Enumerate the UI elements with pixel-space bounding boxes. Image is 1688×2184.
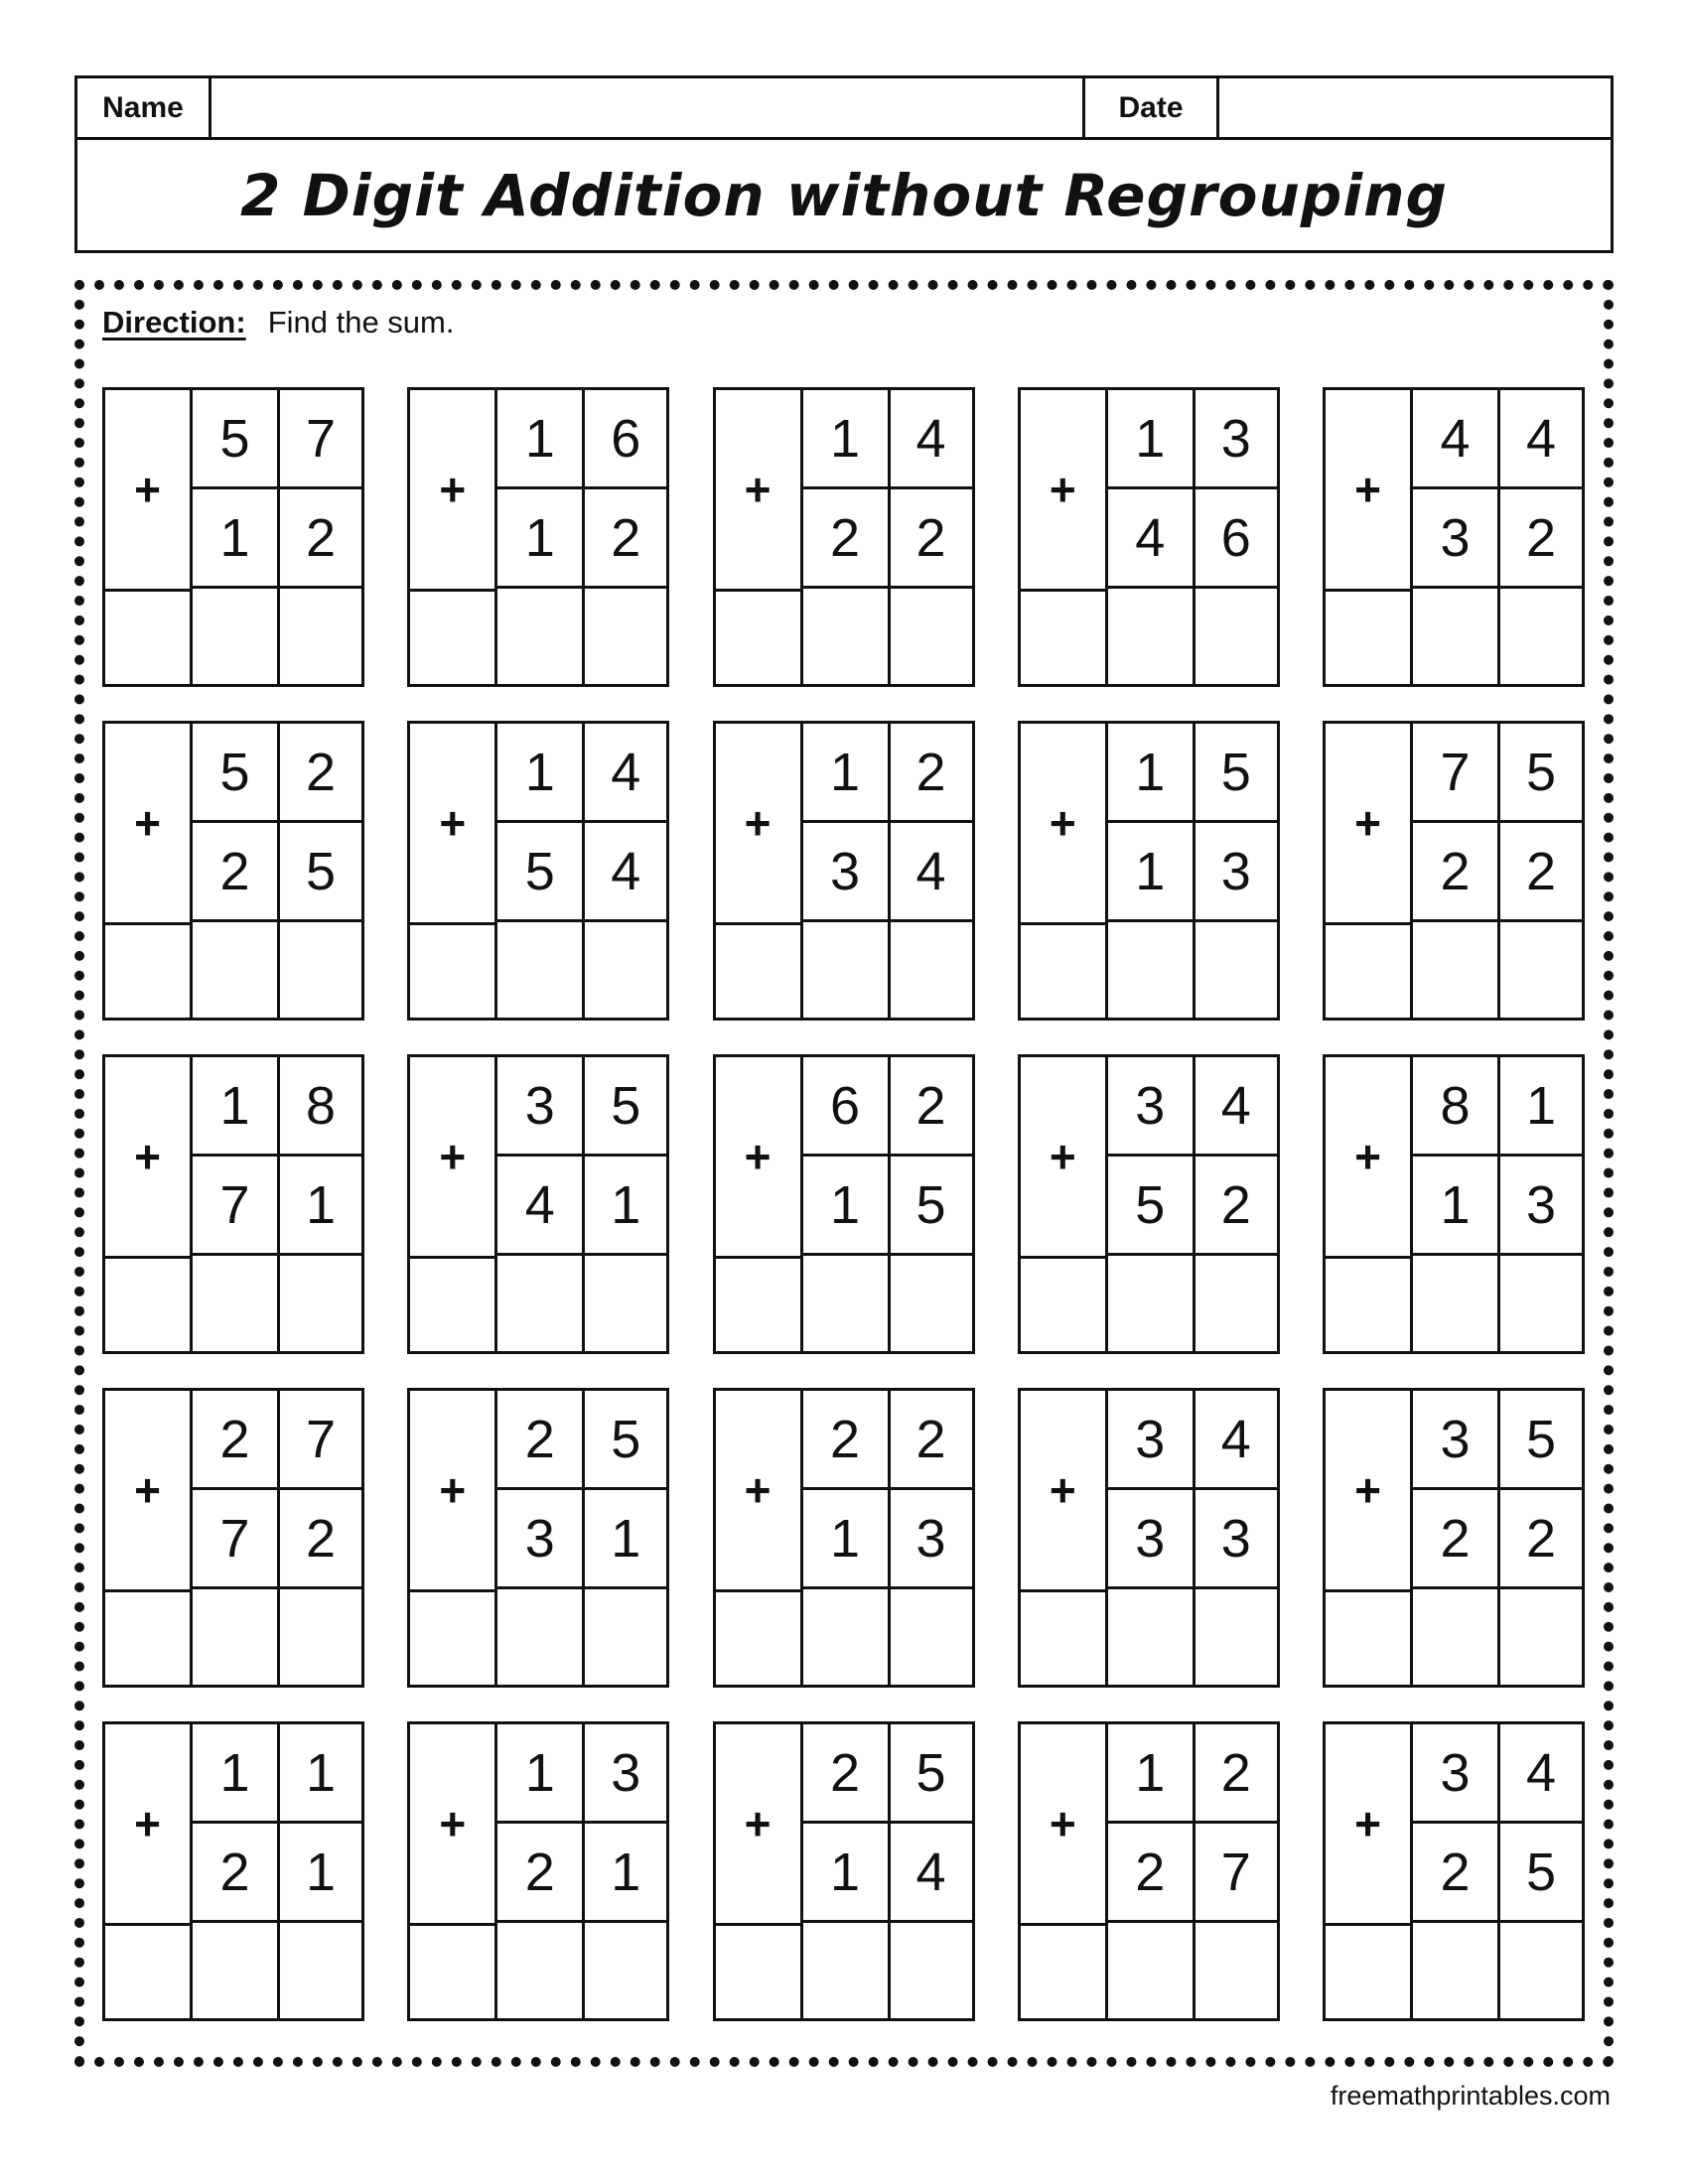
answer-ones-box[interactable] [891, 1923, 972, 2018]
answer-ones-box[interactable] [585, 1256, 666, 1351]
direction-label: Direction: [102, 305, 246, 340]
answer-tens-box[interactable] [803, 1256, 891, 1351]
top-tens-digit: 8 [1413, 1057, 1500, 1157]
bottom-ones-digit: 5 [280, 823, 361, 922]
answer-tens-box[interactable] [1413, 1923, 1500, 2018]
top-tens-digit: 1 [193, 1057, 280, 1157]
top-tens-digit: 1 [1108, 390, 1196, 489]
answer-hundreds-box[interactable] [105, 922, 193, 1018]
addition-problem [407, 1388, 669, 1688]
answer-tens-box[interactable] [193, 1256, 280, 1351]
answer-ones-box[interactable] [1196, 1256, 1277, 1351]
bottom-tens-digit: 2 [803, 489, 891, 589]
bottom-tens-digit: 1 [803, 1824, 891, 1923]
top-ones-digit: 3 [585, 1724, 666, 1824]
answer-hundreds-box[interactable] [1021, 1923, 1108, 2018]
top-ones-digit: 4 [1196, 1391, 1277, 1490]
top-ones-digit: 1 [1500, 1057, 1582, 1157]
date-field[interactable] [1219, 78, 1611, 137]
top-tens-digit: 2 [803, 1724, 891, 1824]
plus-sign: + [410, 1391, 497, 1589]
answer-ones-box[interactable] [1196, 1923, 1277, 2018]
answer-ones-box[interactable] [585, 589, 666, 684]
addition-problem [102, 1721, 364, 2021]
addition-problem [102, 1054, 364, 1354]
answer-hundreds-box[interactable] [105, 1589, 193, 1685]
answer-hundreds-box[interactable] [1021, 589, 1108, 684]
answer-hundreds-box[interactable] [1021, 922, 1108, 1018]
answer-ones-box[interactable] [1500, 1589, 1582, 1685]
bottom-tens-digit: 2 [193, 823, 280, 922]
answer-ones-box[interactable] [280, 1589, 361, 1685]
bottom-ones-digit: 4 [891, 1824, 972, 1923]
top-ones-digit: 2 [891, 1057, 972, 1157]
addition-problem [1018, 1054, 1280, 1354]
answer-tens-box[interactable] [1413, 589, 1500, 684]
top-ones-digit: 5 [1500, 724, 1582, 823]
answer-ones-box[interactable] [891, 922, 972, 1018]
top-ones-digit: 2 [280, 724, 361, 823]
plus-sign: + [716, 1057, 803, 1256]
answer-hundreds-box[interactable] [1326, 589, 1413, 684]
answer-ones-box[interactable] [1196, 922, 1277, 1018]
top-tens-digit: 3 [1413, 1391, 1500, 1490]
addition-problem [407, 387, 669, 687]
plus-sign: + [1021, 1057, 1108, 1256]
plus-sign: + [716, 1391, 803, 1589]
plus-sign: + [410, 390, 497, 589]
addition-problem [1323, 1388, 1585, 1688]
bottom-tens-digit: 2 [1413, 1824, 1500, 1923]
plus-sign: + [1326, 1057, 1413, 1256]
top-tens-digit: 2 [803, 1391, 891, 1490]
answer-tens-box[interactable] [193, 922, 280, 1018]
answer-tens-box[interactable] [803, 1923, 891, 2018]
bottom-ones-digit: 1 [585, 1157, 666, 1256]
bottom-tens-digit: 5 [497, 823, 585, 922]
answer-hundreds-box[interactable] [410, 1589, 497, 1685]
answer-hundreds-box[interactable] [105, 1923, 193, 2018]
answer-tens-box[interactable] [497, 589, 585, 684]
plus-sign: + [1021, 390, 1108, 589]
bottom-ones-digit: 1 [280, 1157, 361, 1256]
bottom-ones-digit: 2 [280, 1490, 361, 1589]
addition-problem [1323, 1054, 1585, 1354]
bottom-ones-digit: 4 [585, 823, 666, 922]
bottom-tens-digit: 2 [1108, 1824, 1196, 1923]
bottom-ones-digit: 2 [280, 489, 361, 589]
bottom-ones-digit: 2 [1196, 1157, 1277, 1256]
plus-sign: + [1021, 1724, 1108, 1923]
answer-tens-box[interactable] [497, 1923, 585, 2018]
addition-problem [407, 1054, 669, 1354]
answer-hundreds-box[interactable] [410, 1923, 497, 2018]
answer-ones-box[interactable] [891, 1256, 972, 1351]
top-tens-digit: 1 [1108, 724, 1196, 823]
addition-problem [102, 721, 364, 1021]
plus-sign: + [716, 724, 803, 922]
top-ones-digit: 8 [280, 1057, 361, 1157]
top-tens-digit: 3 [1413, 1724, 1500, 1824]
bottom-tens-digit: 3 [1413, 489, 1500, 589]
top-ones-digit: 5 [1196, 724, 1277, 823]
answer-tens-box[interactable] [193, 1923, 280, 2018]
top-tens-digit: 3 [1108, 1391, 1196, 1490]
answer-ones-box[interactable] [585, 922, 666, 1018]
bottom-ones-digit: 1 [585, 1490, 666, 1589]
answer-ones-box[interactable] [585, 1923, 666, 2018]
answer-tens-box[interactable] [497, 922, 585, 1018]
bottom-tens-digit: 1 [497, 489, 585, 589]
bottom-tens-digit: 3 [803, 823, 891, 922]
top-tens-digit: 1 [497, 1724, 585, 1824]
answer-hundreds-box[interactable] [1326, 922, 1413, 1018]
bottom-ones-digit: 2 [585, 489, 666, 589]
answer-ones-box[interactable] [1196, 1589, 1277, 1685]
plus-sign: + [1326, 390, 1413, 589]
top-ones-digit: 2 [891, 1391, 972, 1490]
top-ones-digit: 2 [1196, 1724, 1277, 1824]
answer-ones-box[interactable] [891, 1589, 972, 1685]
top-ones-digit: 5 [585, 1057, 666, 1157]
answer-tens-box[interactable] [1413, 922, 1500, 1018]
bottom-tens-digit: 7 [193, 1157, 280, 1256]
addition-problem [1018, 387, 1280, 687]
bottom-tens-digit: 2 [1413, 1490, 1500, 1589]
top-tens-digit: 5 [193, 390, 280, 489]
bottom-ones-digit: 3 [1196, 823, 1277, 922]
bottom-tens-digit: 1 [193, 489, 280, 589]
date-label: Date [1085, 78, 1219, 137]
top-tens-digit: 5 [193, 724, 280, 823]
name-date-row [77, 78, 1611, 140]
bottom-ones-digit: 7 [1196, 1824, 1277, 1923]
plus-sign: + [1326, 724, 1413, 922]
bottom-ones-digit: 6 [1196, 489, 1277, 589]
answer-tens-box[interactable] [1108, 922, 1196, 1018]
answer-ones-box[interactable] [1500, 1256, 1582, 1351]
top-ones-digit: 1 [280, 1724, 361, 1824]
bottom-tens-digit: 2 [497, 1824, 585, 1923]
answer-tens-box[interactable] [803, 922, 891, 1018]
footer-source: freemathprintables.com [1330, 2081, 1611, 2111]
problem-grid [102, 387, 1585, 2021]
answer-tens-box[interactable] [497, 1589, 585, 1685]
bottom-tens-digit: 4 [497, 1157, 585, 1256]
bottom-tens-digit: 1 [1108, 823, 1196, 922]
top-tens-digit: 1 [803, 724, 891, 823]
answer-hundreds-box[interactable] [716, 1923, 803, 2018]
answer-tens-box[interactable] [803, 1589, 891, 1685]
answer-hundreds-box[interactable] [716, 1589, 803, 1685]
answer-hundreds-box[interactable] [410, 589, 497, 684]
direction [102, 305, 455, 341]
bottom-tens-digit: 7 [193, 1490, 280, 1589]
top-tens-digit: 7 [1413, 724, 1500, 823]
bottom-ones-digit: 3 [891, 1490, 972, 1589]
top-ones-digit: 4 [1500, 1724, 1582, 1824]
bottom-ones-digit: 1 [585, 1824, 666, 1923]
answer-hundreds-box[interactable] [1326, 1923, 1413, 2018]
top-ones-digit: 4 [1500, 390, 1582, 489]
addition-problem [102, 1388, 364, 1688]
answer-ones-box[interactable] [280, 922, 361, 1018]
answer-tens-box[interactable] [1413, 1589, 1500, 1685]
worksheet-title: 2 Digit Addition without Regrouping [240, 161, 1448, 229]
bottom-ones-digit: 2 [1500, 823, 1582, 922]
bottom-ones-digit: 5 [1500, 1824, 1582, 1923]
bottom-ones-digit: 2 [1500, 489, 1582, 589]
name-field[interactable] [211, 78, 1085, 137]
addition-problem [102, 387, 364, 687]
bottom-tens-digit: 5 [1108, 1157, 1196, 1256]
direction-text: Find the sum. [267, 305, 455, 340]
top-ones-digit: 7 [280, 1391, 361, 1490]
bottom-ones-digit: 2 [891, 489, 972, 589]
answer-tens-box[interactable] [1108, 1923, 1196, 2018]
top-tens-digit: 1 [1108, 1724, 1196, 1824]
addition-problem [713, 387, 975, 687]
plus-sign: + [716, 1724, 803, 1923]
answer-ones-box[interactable] [1500, 922, 1582, 1018]
bottom-tens-digit: 1 [803, 1490, 891, 1589]
plus-sign: + [1021, 1391, 1108, 1589]
addition-problem [1323, 387, 1585, 687]
top-tens-digit: 1 [803, 390, 891, 489]
name-label: Name [77, 78, 211, 137]
bottom-ones-digit: 2 [1500, 1490, 1582, 1589]
answer-hundreds-box[interactable] [1326, 1256, 1413, 1351]
plus-sign: + [1021, 724, 1108, 922]
answer-tens-box[interactable] [1413, 1256, 1500, 1351]
answer-tens-box[interactable] [1108, 589, 1196, 684]
top-tens-digit: 6 [803, 1057, 891, 1157]
addition-problem [713, 1388, 975, 1688]
answer-hundreds-box[interactable] [1021, 1256, 1108, 1351]
top-tens-digit: 2 [497, 1391, 585, 1490]
answer-hundreds-box[interactable] [410, 922, 497, 1018]
addition-problem [1018, 1388, 1280, 1688]
top-ones-digit: 4 [1196, 1057, 1277, 1157]
top-ones-digit: 5 [1500, 1391, 1582, 1490]
bottom-tens-digit: 1 [1413, 1157, 1500, 1256]
plus-sign: + [105, 724, 193, 922]
addition-problem [713, 1054, 975, 1354]
bottom-tens-digit: 2 [193, 1824, 280, 1923]
answer-hundreds-box[interactable] [1326, 1589, 1413, 1685]
bottom-tens-digit: 3 [1108, 1490, 1196, 1589]
answer-ones-box[interactable] [280, 1923, 361, 2018]
answer-tens-box[interactable] [193, 1589, 280, 1685]
top-ones-digit: 7 [280, 390, 361, 489]
plus-sign: + [105, 1391, 193, 1589]
top-tens-digit: 4 [1413, 390, 1500, 489]
answer-tens-box[interactable] [1108, 1589, 1196, 1685]
answer-ones-box[interactable] [280, 1256, 361, 1351]
top-ones-digit: 4 [585, 724, 666, 823]
plus-sign: + [105, 390, 193, 589]
addition-problem [713, 721, 975, 1021]
worksheet-header [74, 75, 1614, 253]
addition-problem [1323, 1721, 1585, 2021]
answer-tens-box[interactable] [803, 589, 891, 684]
plus-sign: + [410, 724, 497, 922]
top-ones-digit: 3 [1196, 390, 1277, 489]
bottom-tens-digit: 3 [497, 1490, 585, 1589]
top-tens-digit: 3 [497, 1057, 585, 1157]
plus-sign: + [105, 1057, 193, 1256]
answer-tens-box[interactable] [1108, 1256, 1196, 1351]
answer-ones-box[interactable] [1196, 589, 1277, 684]
addition-problem [407, 1721, 669, 2021]
plus-sign: + [1326, 1391, 1413, 1589]
answer-ones-box[interactable] [1500, 1923, 1582, 2018]
plus-sign: + [410, 1057, 497, 1256]
answer-ones-box[interactable] [1500, 589, 1582, 684]
addition-problem [407, 721, 669, 1021]
answer-hundreds-box[interactable] [105, 1256, 193, 1351]
addition-problem [1018, 1721, 1280, 2021]
bottom-ones-digit: 4 [891, 823, 972, 922]
addition-problem [713, 1721, 975, 2021]
plus-sign: + [105, 1724, 193, 1923]
answer-tens-box[interactable] [497, 1256, 585, 1351]
top-ones-digit: 4 [891, 390, 972, 489]
bottom-tens-digit: 4 [1108, 489, 1196, 589]
bottom-ones-digit: 3 [1196, 1490, 1277, 1589]
top-ones-digit: 2 [891, 724, 972, 823]
addition-problem [1018, 721, 1280, 1021]
bottom-tens-digit: 2 [1413, 823, 1500, 922]
answer-hundreds-box[interactable] [410, 1256, 497, 1351]
bottom-ones-digit: 5 [891, 1157, 972, 1256]
answer-ones-box[interactable] [280, 589, 361, 684]
answer-hundreds-box[interactable] [716, 1256, 803, 1351]
answer-hundreds-box[interactable] [716, 589, 803, 684]
top-tens-digit: 1 [497, 390, 585, 489]
answer-tens-box[interactable] [193, 589, 280, 684]
top-tens-digit: 1 [193, 1724, 280, 1824]
addition-problem [1323, 721, 1585, 1021]
answer-hundreds-box[interactable] [716, 922, 803, 1018]
bottom-tens-digit: 1 [803, 1157, 891, 1256]
bottom-ones-digit: 1 [280, 1824, 361, 1923]
plus-sign: + [716, 390, 803, 589]
answer-ones-box[interactable] [891, 589, 972, 684]
answer-hundreds-box[interactable] [105, 589, 193, 684]
answer-hundreds-box[interactable] [1021, 1589, 1108, 1685]
top-ones-digit: 6 [585, 390, 666, 489]
top-ones-digit: 5 [891, 1724, 972, 1824]
plus-sign: + [1326, 1724, 1413, 1923]
top-tens-digit: 1 [497, 724, 585, 823]
top-tens-digit: 3 [1108, 1057, 1196, 1157]
top-ones-digit: 5 [585, 1391, 666, 1490]
bottom-ones-digit: 3 [1500, 1157, 1582, 1256]
answer-ones-box[interactable] [585, 1589, 666, 1685]
plus-sign: + [410, 1724, 497, 1923]
top-tens-digit: 2 [193, 1391, 280, 1490]
